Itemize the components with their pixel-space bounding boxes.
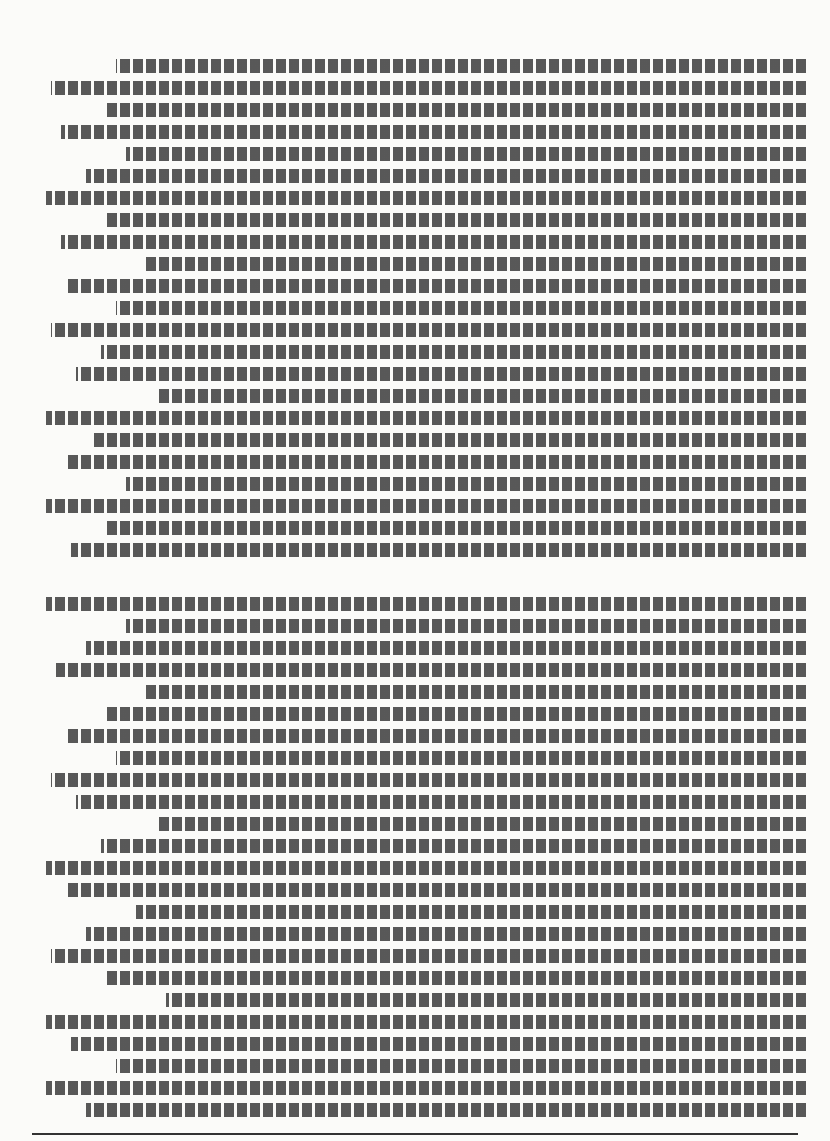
text-line [116, 59, 806, 73]
text-line [46, 499, 806, 513]
text-line [126, 619, 806, 633]
text-line [106, 707, 806, 721]
text-line [46, 861, 806, 875]
text-line [126, 477, 806, 491]
text-line [101, 839, 806, 853]
text-line [66, 279, 806, 293]
body-text-lines [24, 27, 806, 1117]
excerpt-6 [780, 1011, 790, 1021]
text-line [71, 1037, 806, 1051]
text-line [166, 993, 806, 1007]
text-line [86, 169, 806, 183]
text-line [66, 455, 806, 469]
excerpt-4 [780, 1031, 790, 1041]
text-line [76, 795, 806, 809]
text-line [116, 1059, 806, 1073]
text-line [46, 191, 806, 205]
text-line [86, 927, 806, 941]
excerpt-1 [780, 1061, 790, 1071]
text-line [106, 971, 806, 985]
text-line [86, 1103, 806, 1117]
text-line [146, 257, 806, 271]
text-line [71, 543, 806, 557]
text-line [126, 147, 806, 161]
text-line [106, 521, 806, 535]
text-line [46, 597, 806, 611]
text-line [51, 323, 806, 337]
text-line [146, 685, 806, 699]
text-line [101, 345, 806, 359]
excerpt-3 [780, 1041, 790, 1051]
text-line [51, 773, 806, 787]
text-line [156, 389, 806, 403]
text-line [76, 367, 806, 381]
excerpt-5 [780, 1021, 790, 1031]
page-divider [32, 1133, 798, 1135]
text-line [61, 235, 806, 249]
text-line [66, 729, 806, 743]
text-line [136, 905, 806, 919]
text-line [116, 301, 806, 315]
text-line [116, 751, 806, 765]
text-line [56, 663, 806, 677]
text-line [46, 1081, 806, 1095]
text-line [86, 641, 806, 655]
excerpt-2 [780, 1051, 790, 1061]
text-line [46, 1015, 806, 1029]
text-line [106, 213, 806, 227]
text-line [106, 103, 806, 117]
text-line [51, 81, 806, 95]
text-line [91, 433, 806, 447]
text-line [66, 883, 806, 897]
excerpt-7 [780, 1001, 790, 1011]
text-line [156, 817, 806, 831]
text-line [61, 125, 806, 139]
text-line [51, 949, 806, 963]
text-line [46, 411, 806, 425]
